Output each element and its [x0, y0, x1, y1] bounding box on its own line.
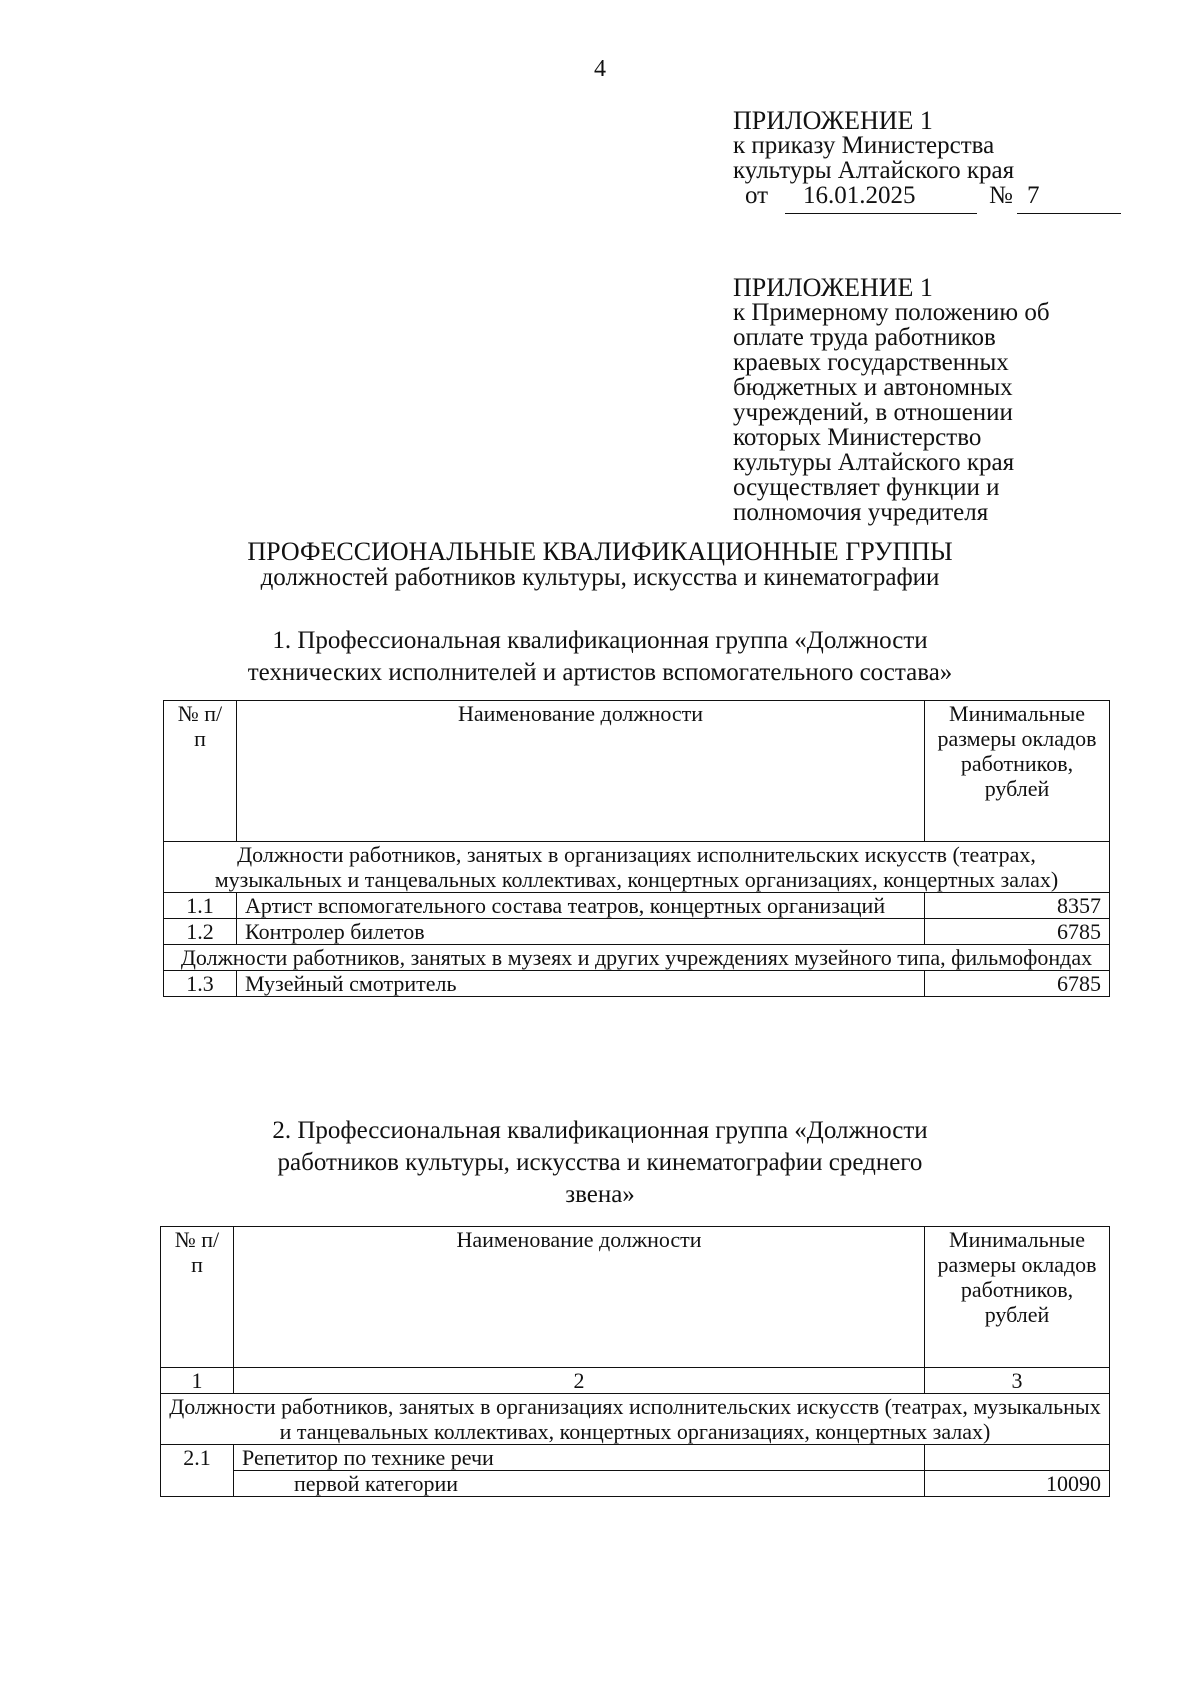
- column-number: 2: [234, 1368, 925, 1394]
- group-label: Должности работников, занятых в музеях и других учреждениях музейного типа, фильмофондах: [164, 945, 1110, 971]
- row-name: Репетитор по технике речи: [234, 1445, 925, 1471]
- row-name: Контролер билетов: [237, 919, 925, 945]
- group-label: Должности работников, занятых в организациях исполнительских искусств (театрах, музыкальных и танцевальных коллективах, концертных организациях, концертных залах): [164, 842, 1110, 893]
- appendix-line: к Примерному положению об: [733, 299, 1050, 326]
- order-number: 7: [1027, 182, 1040, 209]
- appendix-line: оплате труда работников: [733, 324, 996, 351]
- row-num: 1.2: [164, 919, 237, 945]
- appendix-regulation-block: [733, 275, 1133, 525]
- section-2-title: [0, 1115, 1200, 1211]
- group-row: [164, 945, 1110, 971]
- appendix-title: ПРИЛОЖЕНИЕ 1: [733, 273, 933, 302]
- appendix-line: к приказу Министерства: [733, 132, 995, 159]
- table-row: [164, 919, 1110, 945]
- appendix-title: ПРИЛОЖЕНИЕ 1: [733, 106, 933, 135]
- row-salary: 6785: [925, 971, 1110, 997]
- table-row: [164, 893, 1110, 919]
- number-underline: [1017, 213, 1121, 214]
- appendix-line: которых Министерство: [733, 424, 982, 451]
- order-date: 16.01.2025: [803, 182, 916, 209]
- row-num: 2.1: [161, 1445, 234, 1497]
- header-num: № п/п: [161, 1227, 234, 1368]
- appendix-order-block: [733, 108, 1133, 217]
- document-title: ПРОФЕССИОНАЛЬНЫЕ КВАЛИФИКАЦИОННЫЕ ГРУППЫ: [247, 537, 953, 566]
- page-number: 4: [594, 56, 606, 82]
- header-name: Наименование должности: [237, 701, 925, 842]
- table-header-row: [161, 1227, 1110, 1368]
- number-label: №: [989, 182, 1013, 209]
- table-row: [164, 971, 1110, 997]
- row-salary: [925, 1445, 1110, 1471]
- column-number: 3: [925, 1368, 1110, 1394]
- from-label: от: [745, 182, 769, 209]
- appendix-line: краевых государственных: [733, 349, 1009, 376]
- section-2-table: [160, 1226, 1110, 1497]
- section-1-table: [163, 700, 1110, 997]
- section-title-line: технических исполнителей и артистов вспомогательного состава»: [247, 659, 953, 686]
- group-row: [161, 1394, 1110, 1445]
- section-title-line: работников культуры, искусства и кинематографии среднего: [277, 1149, 923, 1176]
- row-name: Музейный смотритель: [237, 971, 925, 997]
- section-title-line: звена»: [565, 1181, 635, 1208]
- row-num: 1.1: [164, 893, 237, 919]
- appendix-line: учреждений, в отношении: [733, 399, 1013, 426]
- appendix-line: культуры Алтайского края: [733, 157, 1015, 184]
- section-1-title: [0, 625, 1200, 689]
- table-header-row: [164, 701, 1110, 842]
- header-salary: Минимальные размеры окладов работников, рублей: [925, 1227, 1110, 1368]
- row-salary: 10090: [925, 1471, 1110, 1497]
- row-num: 1.3: [164, 971, 237, 997]
- appendix-line: культуры Алтайского края: [733, 449, 1015, 476]
- section-title-line: 1. Профессиональная квалификационная группа «Должности: [272, 627, 928, 654]
- section-title-line: 2. Профессиональная квалификационная группа «Должности: [272, 1117, 928, 1144]
- header-num: № п/п: [164, 701, 237, 842]
- header-salary: Минимальные размеры окладов работников, рублей: [925, 701, 1110, 842]
- group-row: [164, 842, 1110, 893]
- table-row: [161, 1471, 1110, 1497]
- row-salary: 6785: [925, 919, 1110, 945]
- appendix-line: осуществляет функции и: [733, 474, 1000, 501]
- table-row: [161, 1445, 1110, 1471]
- group-label: Должности работников, занятых в организациях исполнительских искусств (театрах, музыкальных и танцевальных коллективах, концертных организациях, концертных залах): [161, 1394, 1110, 1445]
- column-number: 1: [161, 1368, 234, 1394]
- date-underline: [785, 213, 977, 214]
- document-subtitle: должностей работников культуры, искусства и кинематографии: [260, 564, 940, 591]
- appendix-line: бюджетных и автономных: [733, 374, 1013, 401]
- row-name: первой категории: [234, 1471, 925, 1497]
- row-salary: 8357: [925, 893, 1110, 919]
- column-number-row: [161, 1368, 1110, 1394]
- order-date-number-line: [733, 183, 1133, 217]
- row-name: Артист вспомогательного состава театров, концертных организаций: [237, 893, 925, 919]
- header-name: Наименование должности: [234, 1227, 925, 1368]
- appendix-line: полномочия учредителя: [733, 499, 989, 526]
